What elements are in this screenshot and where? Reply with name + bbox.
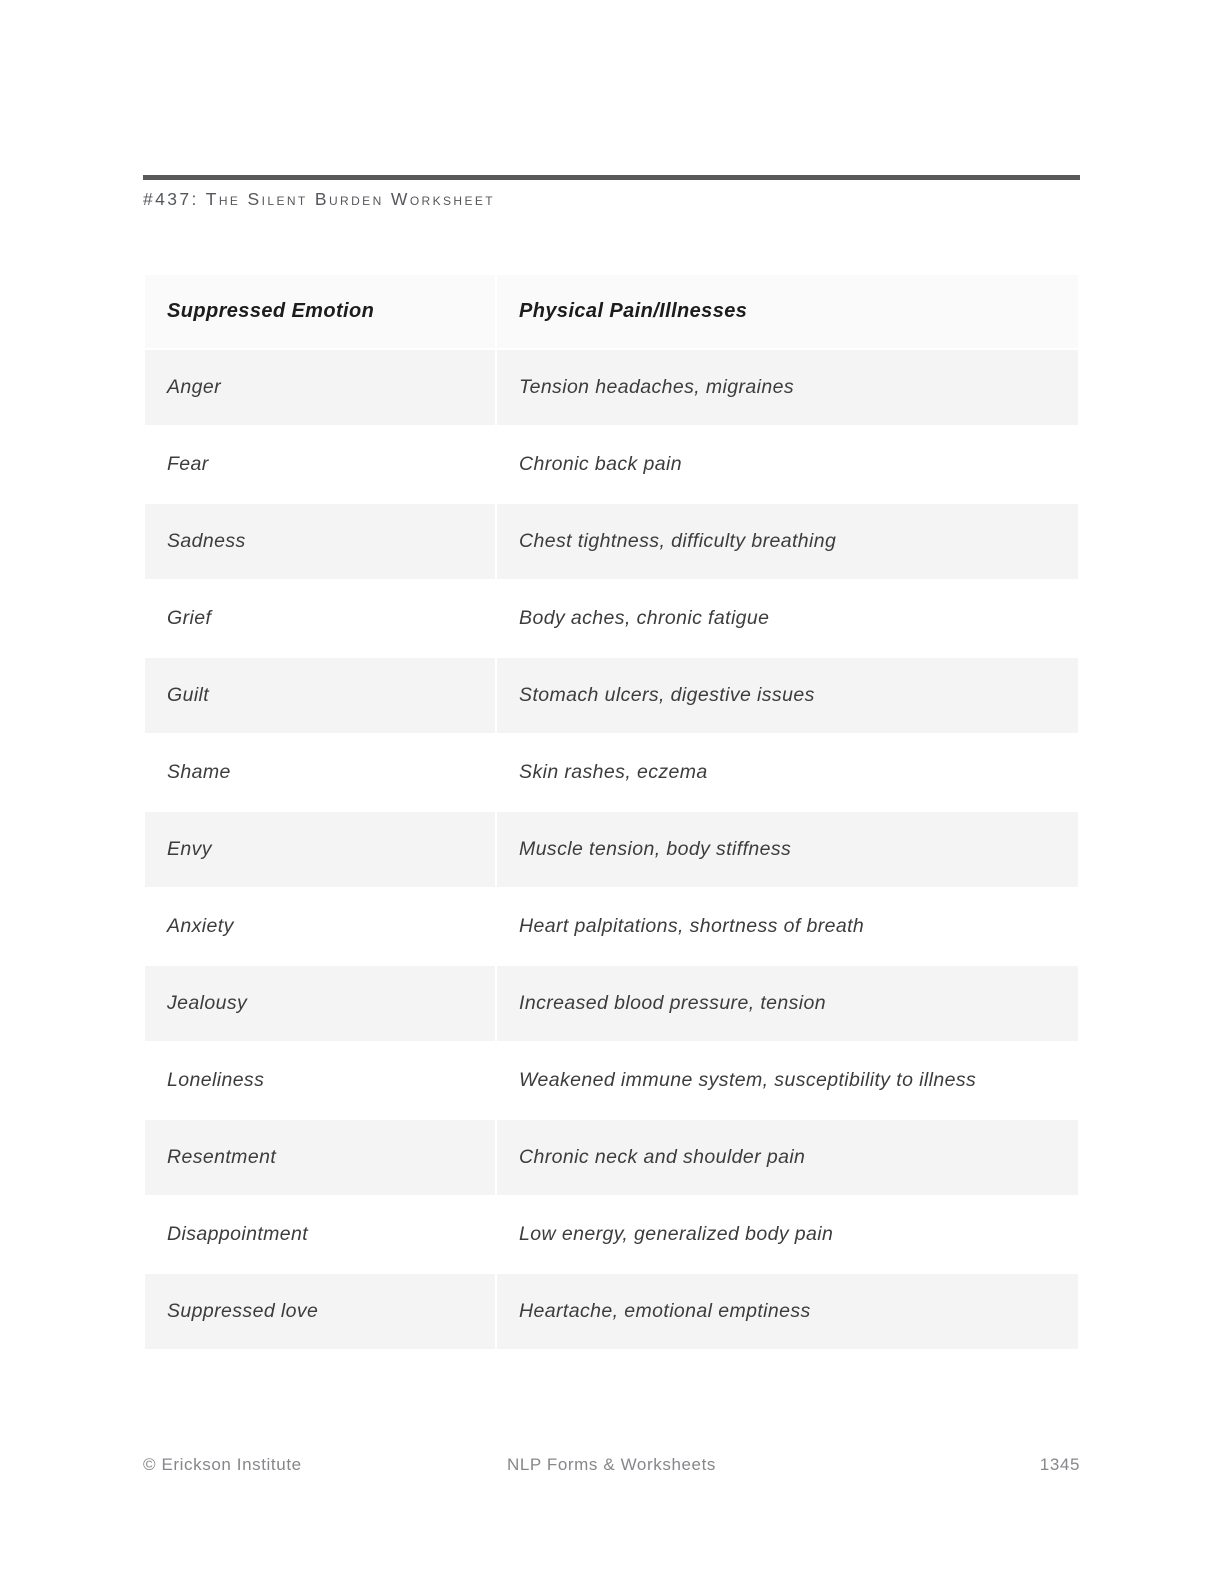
pain-cell: Stomach ulcers, digestive issues [497,658,1078,733]
emotion-pain-table [143,273,1080,1351]
table-row [145,1274,1078,1349]
table-row [145,427,1078,502]
pain-cell: Muscle tension, body stiffness [497,812,1078,887]
pain-cell: Chronic back pain [519,453,682,475]
table-row [145,1043,1078,1118]
pain-cell: Chronic neck and shoulder pain [497,1120,1078,1195]
page-footer [143,1455,1080,1475]
table-row [145,350,1078,425]
table-row [145,658,1078,733]
emotion-cell: Anxiety [167,915,234,937]
column-header-physical-pain: Physical Pain/Illnesses [497,275,1078,348]
emotion-cell: Fear [167,453,209,475]
table-header-row [145,275,1078,348]
pain-cell: Heartache, emotional emptiness [497,1274,1078,1349]
emotion-cell: Shame [167,761,231,783]
pain-cell: Low energy, generalized body pain [519,1223,834,1245]
table-row [145,504,1078,579]
table-row [145,812,1078,887]
emotion-cell: Suppressed love [145,1274,495,1349]
top-rule [143,175,1080,180]
pain-cell: Weakened immune system, susceptibility to illness [519,1069,977,1091]
emotion-cell: Anger [145,350,495,425]
table-row [145,735,1078,810]
table-row [145,581,1078,656]
page-title: #437: The Silent Burden Worksheet [143,189,496,209]
pain-cell: Increased blood pressure, tension [497,966,1078,1041]
emotion-cell: Sadness [145,504,495,579]
footer-copyright: © Erickson Institute [143,1455,302,1474]
pain-cell: Heart palpitations, shortness of breath [519,915,865,937]
emotion-cell: Disappointment [167,1223,309,1245]
footer-page-number: 1345 [1039,1455,1080,1474]
emotion-cell: Envy [145,812,495,887]
emotion-cell: Jealousy [145,966,495,1041]
worksheet-page [143,0,1080,1475]
footer-series-name: NLP Forms & Worksheets [506,1455,717,1474]
pain-cell: Skin rashes, eczema [519,761,708,783]
table-row [145,966,1078,1041]
emotion-cell: Grief [167,607,212,629]
pain-cell: Chest tightness, difficulty breathing [497,504,1078,579]
column-header-suppressed-emotion: Suppressed Emotion [145,275,495,348]
table-row [145,1120,1078,1195]
table-row [145,889,1078,964]
pain-cell: Body aches, chronic fatigue [519,607,770,629]
emotion-cell: Guilt [145,658,495,733]
table-row [145,1197,1078,1272]
emotion-cell: Resentment [145,1120,495,1195]
pain-cell: Tension headaches, migraines [497,350,1078,425]
emotion-cell: Loneliness [167,1069,265,1091]
